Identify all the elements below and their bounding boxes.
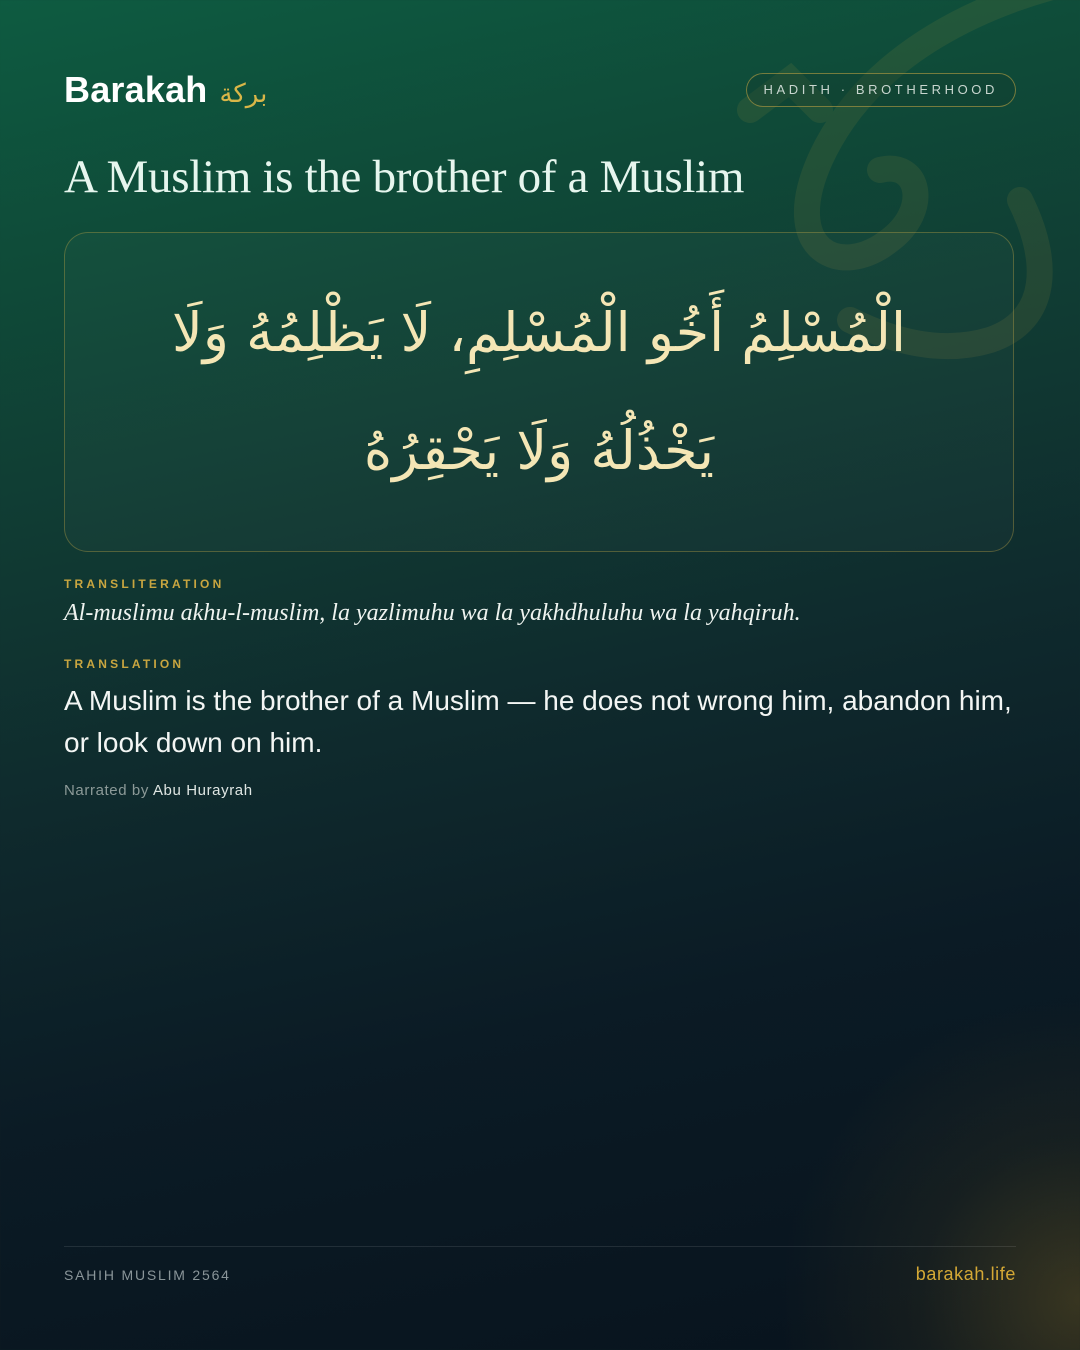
footer — [64, 1264, 1016, 1285]
header — [64, 62, 1016, 118]
narrator-prefix: Narrated by — [64, 782, 149, 799]
translation-label: TRANSLATION — [64, 657, 185, 671]
page-title: A Muslim is the brother of a Muslim — [64, 151, 745, 203]
brand-logo[interactable] — [64, 69, 267, 111]
narrator-line — [64, 782, 253, 799]
translation-text: A Muslim is the brother of a Muslim — he does not wrong him, abandon him, or look down on him. — [64, 685, 1012, 758]
brand-name: Barakah — [64, 69, 208, 110]
transliteration-label: TRANSLITERATION — [64, 577, 225, 591]
arabic-hadith-text: الْمُسْلِمُ أَخُو الْمُسْلِمِ، لَا يَظْلِمُهُ وَلَا يَخْذُلُهُ وَلَا يَحْقِرُهُ — [172, 301, 906, 482]
source-reference: SAHIH MUSLIM 2564 — [64, 1266, 231, 1283]
website-link[interactable]: barakah.life — [915, 1264, 1016, 1284]
brand-arabic: بركة — [219, 79, 268, 109]
narrator-name: Abu Hurayrah — [152, 782, 253, 799]
category-pill: HADITH · BROTHERHOOD — [746, 73, 1017, 107]
footer-divider — [64, 1246, 1016, 1247]
arabic-card — [64, 232, 1014, 552]
transliteration-text: Al-muslimu akhu-l-muslim, la yazlimuhu wa la yakhdhuluhu wa la yahqiruh. — [64, 600, 801, 626]
